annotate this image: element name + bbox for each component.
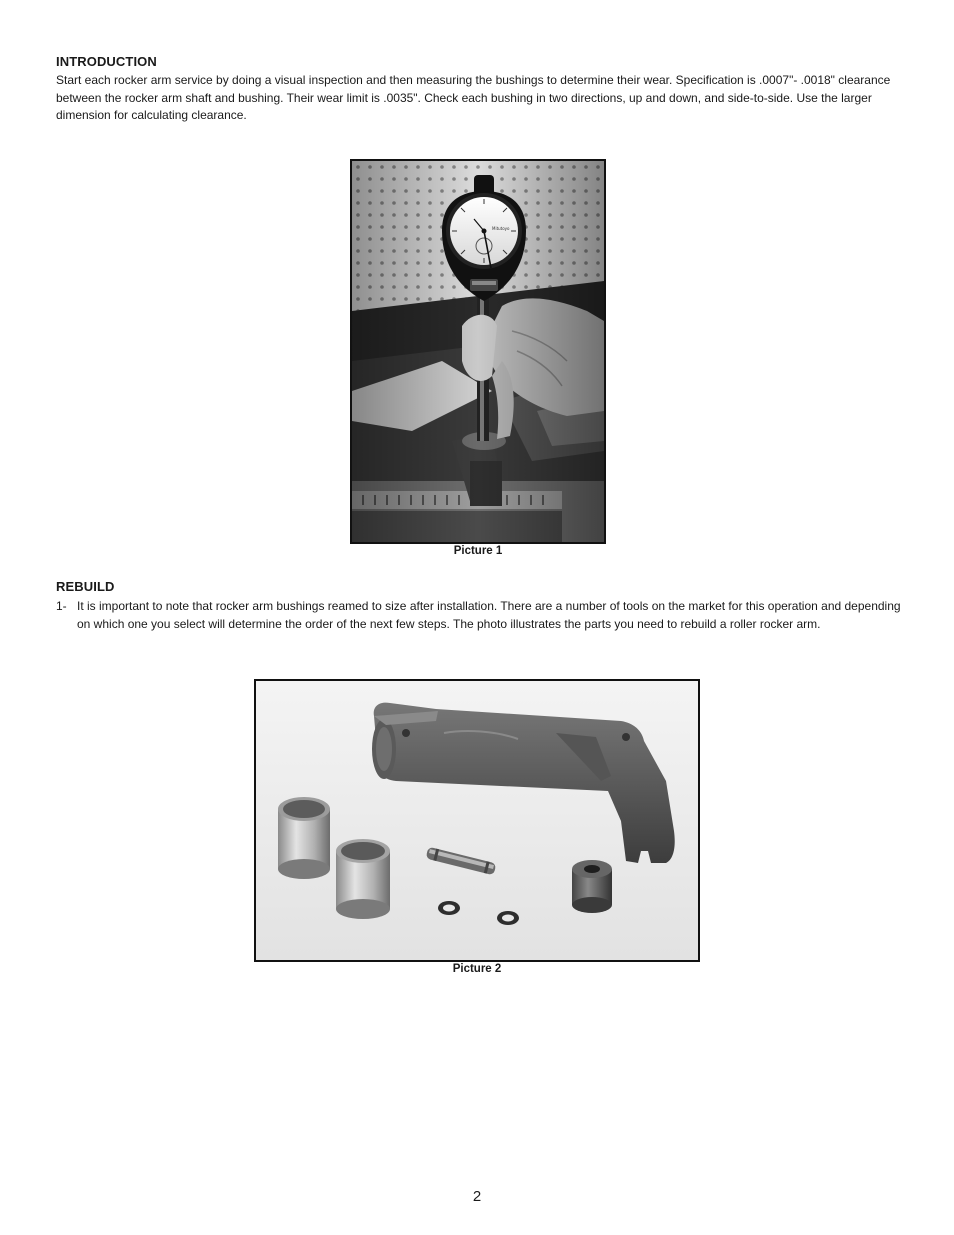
rebuild-heading: REBUILD	[56, 579, 115, 594]
rebuild-step-1	[56, 598, 904, 633]
picture-1-caption: Picture 1	[453, 545, 503, 557]
page-number: 2	[472, 1188, 482, 1205]
picture-2-photo	[254, 679, 700, 962]
gauge-brand-label: Mitutoyo	[492, 226, 510, 231]
picture-2-caption: Picture 2	[452, 963, 502, 975]
picture-1-photo	[350, 159, 606, 544]
step-number: 1-	[56, 599, 67, 613]
introduction-heading: INTRODUCTION	[56, 54, 157, 69]
introduction-paragraph: Start each rocker arm service by doing a visual inspection and then measuring the bushings to determine their wear. Specification is .0007"- .0018" clearance between the rocker arm shaft and bushing. Their wear limit is .0035". Check each bushing in two directions, up and down, and side-to-side. Use the larger dimension for calculating clearance.	[56, 73, 891, 122]
step-text: It is important to note that rocker arm bushings reamed to size after installation. There are a number of tools on the market for this operation and depending on which one you select will determine the order of the next few steps. The photo illustrates the parts you need to rebuild a roller rocker arm.	[77, 599, 901, 631]
